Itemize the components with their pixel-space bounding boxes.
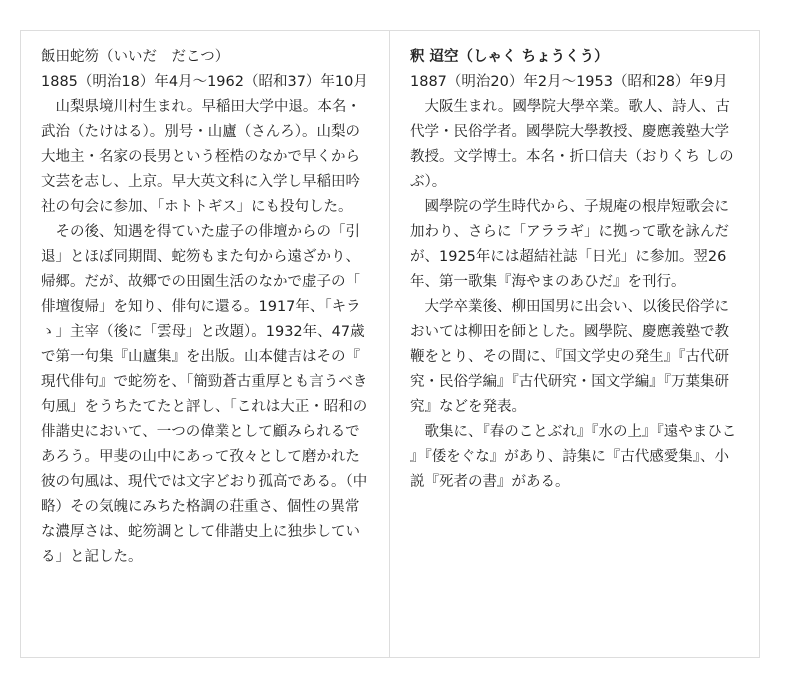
- bio-paragraph: 山梨県境川村生まれ。早稲田大学中退。本名・武治（たけはる）。別号・山廬（さんろ）。山梨の大地主・名家の長男という桎梏のなかで早くから文芸を志し、上京。早大英文科に入学し早稲田吟社の句会に参加、「ホトトギス」にも投句した。: [41, 99, 361, 215]
- bio-paragraph: その後、知遇を得ていた虚子の俳壇からの「引退」とほぼ同期間、蛇笏もまた句から遠ざかり、帰郷。だが、故郷での田園生活のなかで虚子の「俳壇復帰」を知り、俳句に還る。1917年、「キラゝ」主宰（後に「雲母」と改題）。1932年、47歳で第一句集『山廬集』を出版。山本健吉はその『現代俳句』で蛇笏を、「簡勁蒼古重厚とも言うべき句風」をうちたてたと評し、「これは大正・昭和の俳諧史において、一つの偉業として顧みられるであろう。甲斐の山中にあって孜々として磨かれた彼の句風は、現代では文字どおり孤高である。（中略）その気魄にみちた格調の荘重さ、個性の異常な濃厚さは、蛇笏調として俳諧史上に独歩している」と記した。: [41, 224, 368, 565]
- poet-dates: 1885（明治18）年4月〜1962（昭和37）年10月: [41, 74, 368, 90]
- poet-name: 釈 迢空（しゃく ちょうくう）: [410, 49, 609, 65]
- bio-paragraph: 國學院の学生時代から、子規庵の根岸短歌会に加わり、さらに「アララギ」に拠って歌を詠んだが、1925年には超結社誌「日光」に参加。翌26年、第一歌集『海やまのあひだ』を刊行。: [410, 199, 729, 290]
- biography-cell-iida-dakotsu: [21, 31, 390, 657]
- biography-cell-shaku-choku: [390, 31, 759, 657]
- bio-paragraph: 大阪生まれ。國學院大學卒業。歌人、詩人、古代学・民俗学者。國學院大學教授、慶應義塾大学教授。文学博士。本名・折口信夫（おりくち しのぶ）。: [410, 99, 734, 190]
- biography-table: [20, 30, 760, 658]
- bio-paragraph: 歌集に、『春のことぶれ』『水の上』『遠やまひこ』『倭をぐな』があり、詩集に『古代感愛集』、小説『死者の書』がある。: [410, 424, 737, 490]
- bio-paragraph: 大学卒業後、柳田国男に出会い、以後民俗学においては柳田を師とした。國學院、慶應義塾で教鞭をとり、その間に、『国文学史の発生』『古代研究・民俗学編』『古代研究・国文学編』『万葉集研究』などを発表。: [410, 299, 729, 415]
- poet-name: 飯田蛇笏（いいだ だこつ）: [41, 49, 230, 65]
- poet-dates: 1887（明治20）年2月〜1953（昭和28）年9月: [410, 74, 728, 90]
